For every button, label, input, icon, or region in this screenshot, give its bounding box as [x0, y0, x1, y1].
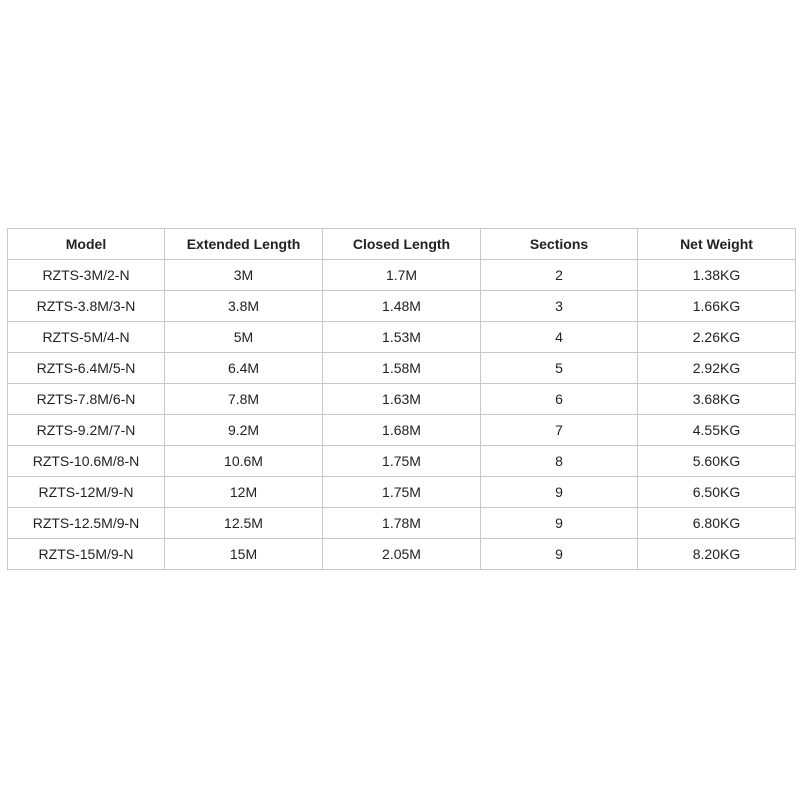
cell-sections: 6: [481, 384, 638, 415]
cell-sections: 3: [481, 291, 638, 322]
table-row: [8, 446, 796, 477]
table-header-row: [8, 229, 796, 260]
cell-net-weight: 5.60KG: [638, 446, 796, 477]
cell-net-weight: 3.68KG: [638, 384, 796, 415]
cell-extended-length: 5M: [165, 322, 323, 353]
table-row: [8, 384, 796, 415]
cell-closed-length: 1.48M: [323, 291, 481, 322]
cell-extended-length: 15M: [165, 539, 323, 570]
cell-extended-length: 3.8M: [165, 291, 323, 322]
cell-sections: 9: [481, 477, 638, 508]
cell-model: RZTS-3.8M/3-N: [8, 291, 165, 322]
cell-net-weight: 6.50KG: [638, 477, 796, 508]
table-row: [8, 539, 796, 570]
cell-closed-length: 2.05M: [323, 539, 481, 570]
cell-sections: 9: [481, 539, 638, 570]
header-closed-length: Closed Length: [323, 229, 481, 260]
spec-table: [7, 228, 796, 570]
cell-extended-length: 6.4M: [165, 353, 323, 384]
cell-closed-length: 1.78M: [323, 508, 481, 539]
cell-extended-length: 3M: [165, 260, 323, 291]
cell-model: RZTS-12.5M/9-N: [8, 508, 165, 539]
cell-closed-length: 1.68M: [323, 415, 481, 446]
table-row: [8, 477, 796, 508]
cell-model: RZTS-10.6M/8-N: [8, 446, 165, 477]
header-sections: Sections: [481, 229, 638, 260]
table-row: [8, 322, 796, 353]
cell-extended-length: 12M: [165, 477, 323, 508]
cell-net-weight: 1.38KG: [638, 260, 796, 291]
cell-net-weight: 6.80KG: [638, 508, 796, 539]
cell-sections: 2: [481, 260, 638, 291]
cell-extended-length: 10.6M: [165, 446, 323, 477]
cell-extended-length: 12.5M: [165, 508, 323, 539]
cell-net-weight: 4.55KG: [638, 415, 796, 446]
table-row: [8, 508, 796, 539]
cell-sections: 8: [481, 446, 638, 477]
cell-model: RZTS-15M/9-N: [8, 539, 165, 570]
cell-closed-length: 1.7M: [323, 260, 481, 291]
table-row: [8, 260, 796, 291]
table-row: [8, 353, 796, 384]
cell-sections: 9: [481, 508, 638, 539]
cell-extended-length: 7.8M: [165, 384, 323, 415]
cell-net-weight: 8.20KG: [638, 539, 796, 570]
header-net-weight: Net Weight: [638, 229, 796, 260]
cell-model: RZTS-5M/4-N: [8, 322, 165, 353]
cell-net-weight: 2.26KG: [638, 322, 796, 353]
table-row: [8, 415, 796, 446]
cell-net-weight: 1.66KG: [638, 291, 796, 322]
cell-closed-length: 1.75M: [323, 477, 481, 508]
cell-model: RZTS-12M/9-N: [8, 477, 165, 508]
cell-model: RZTS-3M/2-N: [8, 260, 165, 291]
cell-sections: 7: [481, 415, 638, 446]
cell-model: RZTS-9.2M/7-N: [8, 415, 165, 446]
cell-extended-length: 9.2M: [165, 415, 323, 446]
table-row: [8, 291, 796, 322]
cell-net-weight: 2.92KG: [638, 353, 796, 384]
cell-closed-length: 1.75M: [323, 446, 481, 477]
cell-sections: 4: [481, 322, 638, 353]
header-model: Model: [8, 229, 165, 260]
cell-model: RZTS-7.8M/6-N: [8, 384, 165, 415]
cell-closed-length: 1.58M: [323, 353, 481, 384]
cell-closed-length: 1.53M: [323, 322, 481, 353]
cell-model: RZTS-6.4M/5-N: [8, 353, 165, 384]
cell-closed-length: 1.63M: [323, 384, 481, 415]
header-extended-length: Extended Length: [165, 229, 323, 260]
cell-sections: 5: [481, 353, 638, 384]
